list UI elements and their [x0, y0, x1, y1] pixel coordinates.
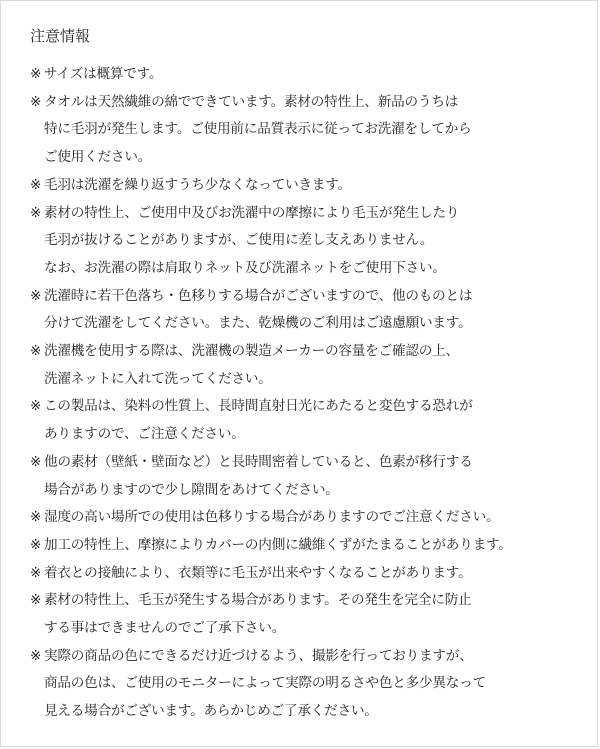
notice-item	[30, 504, 590, 532]
notice-text: サイズは概算です。	[44, 66, 163, 82]
notice-text: この製品は、染料の性質上、長時間直射日光にあたると変色する恐れが ありますので、ご注意ください。	[44, 398, 473, 443]
notice-item	[30, 338, 590, 393]
notice-item	[30, 89, 590, 172]
notice-text: 実際の商品の色にできるだけ近づけるよう、撮影を行っておりますが、 商品の色は、ご使用のモニターによって実際の明るさや色と多少異なって 見える場合がございます。あらかじめご了承ください。	[44, 647, 486, 720]
notice-text: 加工の特性上、摩擦によりカバーの内側に繊維くずがたまることがあります。	[44, 536, 512, 553]
reference-mark: ※	[30, 287, 42, 304]
reference-mark: ※	[30, 343, 42, 360]
reference-mark: ※	[30, 66, 42, 82]
notice-text: 洗濯時に若干色落ち・色移りする場合がございますので、他のものとは 分けて洗濯をしてください。また、乾燥機のご利用はご遠慮願います。	[44, 287, 473, 332]
reference-mark: ※	[30, 509, 42, 526]
notice-list	[30, 61, 590, 726]
reference-mark: ※	[30, 564, 42, 581]
notice-text: 他の素材（壁紙・壁面など）と長時間密着していると、色素が移行する 場合がありますので少し隙間をあけてください。	[44, 453, 473, 498]
reference-mark: ※	[30, 176, 42, 193]
notice-item	[30, 200, 590, 283]
notice-item	[30, 172, 590, 200]
reference-mark: ※	[30, 536, 42, 553]
notice-item	[30, 449, 590, 504]
notice-item	[30, 643, 590, 726]
reference-mark: ※	[30, 453, 42, 470]
notice-title: 注意情報	[30, 27, 91, 45]
reference-mark: ※	[30, 398, 42, 415]
notice-item	[30, 532, 590, 560]
reference-mark: ※	[30, 204, 42, 221]
notice-item	[30, 560, 590, 588]
notice-item	[30, 283, 590, 338]
reference-mark: ※	[30, 647, 42, 664]
notice-text: 素材の特性上、ご使用中及びお洗濯中の摩擦により毛玉が発生したり 毛羽が抜けることがありますが、ご使用に差し支えありません。 なお、お洗濯の際は肩取りネット及び洗濯ネットをご使用下さい。	[44, 204, 460, 276]
notice-text: 洗濯機を使用する際は、洗濯機の製造メーカーの容量をご確認の上、 洗濯ネットに入れて洗ってください。	[44, 343, 459, 387]
notice-text: 着衣との接触により、衣類等に毛玉が出来やすくなることがあります。	[44, 564, 472, 581]
notice-item	[30, 587, 590, 642]
notice-text: 湿度の高い場所での使用は色移りする場合がありますのでご注意ください。	[44, 509, 500, 526]
notice-text: 毛羽は洗濯を繰り返すうち少なくなっていきます。	[44, 176, 351, 193]
reference-mark: ※	[30, 93, 42, 110]
notice-item	[30, 61, 590, 89]
notice-text: 素材の特性上、毛玉が発生する場合があります。その発生を完全に防止 する事はできませんのでご了承下さい。	[44, 592, 472, 637]
notice-text: タオルは天然繊維の綿でできています。素材の特性上、新品のうちは 特に毛羽が発生します。ご使用前に品質表示に従ってお洗濯をしてから ご使用ください。	[44, 93, 472, 166]
reference-mark: ※	[30, 592, 42, 609]
notice-item	[30, 393, 590, 448]
